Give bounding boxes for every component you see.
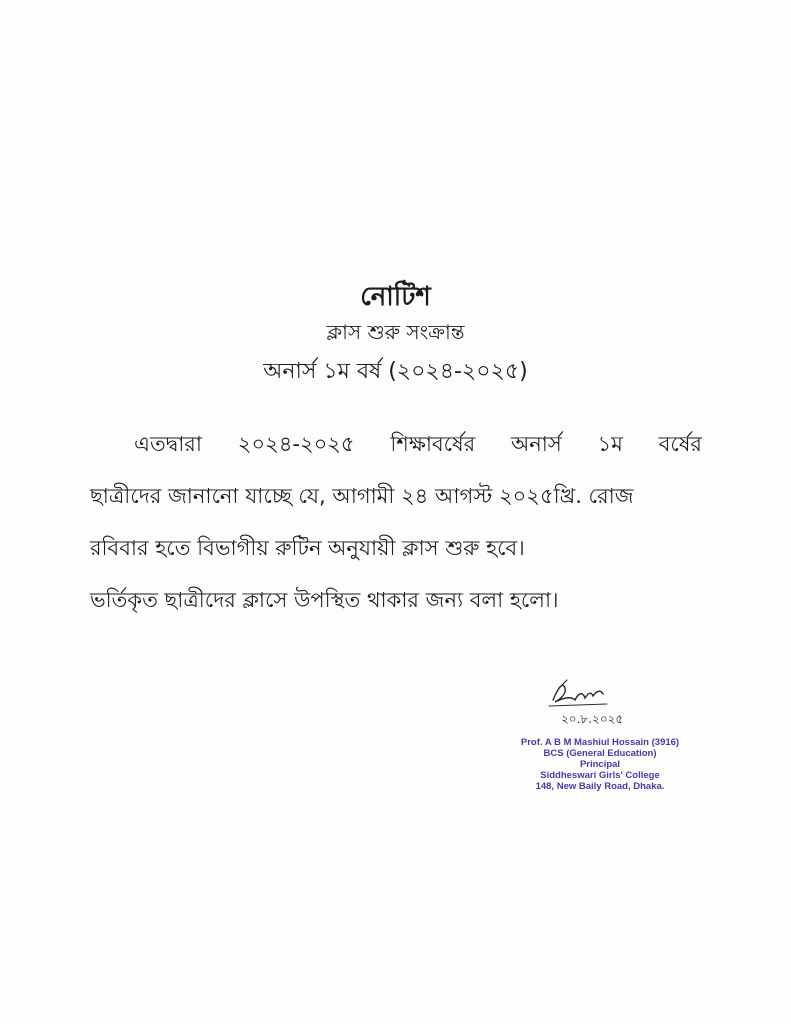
signature-image — [545, 678, 655, 730]
signature-date: ২০.৮.২০২৫ — [561, 712, 624, 726]
session-line: অনার্স ১ম বর্ষ (২০২৪-২০২৫) — [263, 359, 528, 384]
stamp-address: 148, New Baily Road, Dhaka. — [535, 781, 665, 792]
body-line-3: রবিবার হতে বিভাগীয় রুটিন অনুযায়ী ক্লাস শুরু হবে। — [90, 536, 525, 560]
principal-stamp — [500, 737, 700, 792]
handwritten-signature — [545, 678, 655, 730]
stamp-name: Prof. A B M Mashiul Hossain (3916) — [520, 737, 680, 748]
stamp-designation: Principal — [579, 759, 621, 770]
stamp-institution: Siddheswari Girls' College — [540, 770, 660, 781]
body-line-2: ছাত্রীদের জানানো যাচ্ছে যে, আগামী ২৪ আগস্ট ২০২৫খ্রি. রোজ — [90, 484, 634, 508]
notice-subtitle: ক্লাস শুরু সংক্রান্ত — [326, 320, 465, 344]
body-line-1: এতদ্বারা ২০২৪-২০২৫ শিক্ষাবর্ষের অনার্স ১ম বর্ষের — [134, 432, 702, 456]
stamp-cadre: BCS (General Education) — [543, 748, 657, 759]
notice-title: নোটিশ — [360, 282, 431, 312]
body-line-4: ভর্তিকৃত ছাত্রীদের ক্লাসে উপস্থিত থাকার জন্য বলা হলো। — [90, 588, 559, 612]
